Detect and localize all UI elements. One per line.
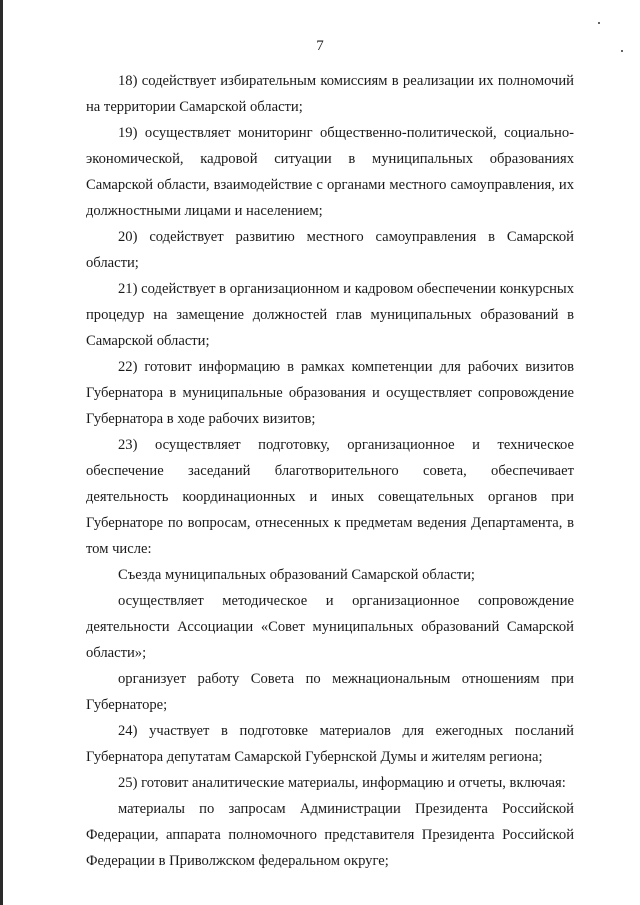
paragraph-item-25: 25) готовит аналитические материалы, информацию и отчеты, включая: <box>118 775 566 791</box>
paragraph-item-19: 19) осуществляет мониторинг общественно-политической, социально-экономической, кадровой ситуации в муниципальных образованиях Самарской области, взаимодействие с органами местного самоуправления, их должностными лицами и населением; <box>86 125 574 219</box>
page-number: 7 <box>316 38 324 54</box>
paragraph-subitem-association: осуществляет методическое и организационное сопровождение деятельности Ассоциации «Совет муниципальных образований Самарской области»; <box>86 593 574 661</box>
scan-left-edge <box>0 0 3 905</box>
paragraph-item-22: 22) готовит информацию в рамках компетенции для рабочих визитов Губернатора в муниципальные образования и осуществляет сопровождение Губернатора в ходе рабочих визитов; <box>86 359 574 427</box>
paragraph-subitem-congress: Съезда муниципальных образований Самарской области; <box>118 567 475 583</box>
paragraph-item-23: 23) осуществляет подготовку, организационное и техническое обеспечение заседаний благотворительного совета, обеспечивает деятельность координационных и иных совещательных органов при Губернаторе по вопросам, отнесенных к предметам ведения Департамента, в том числе: <box>86 437 574 557</box>
paragraph-subitem-council: организует работу Совета по межнациональным отношениям при Губернаторе; <box>86 671 574 713</box>
scan-speck <box>598 22 600 24</box>
paragraph-item-20: 20) содействует развитию местного самоуправления в Самарской области; <box>86 229 574 271</box>
paragraph-subitem-materials: материалы по запросам Администрации Президента Российской Федерации, аппарата полномочного представителя Президента Российской Федерации в Приволжском федеральном округе; <box>86 801 574 869</box>
paragraph-item-21: 21) содействует в организационном и кадровом обеспечении конкурсных процедур на замещение должностей глав муниципальных образований в Самарской области; <box>86 281 574 349</box>
paragraph-item-18: 18) содействует избирательным комиссиям в реализации их полномочий на территории Самарской области; <box>86 73 574 115</box>
paragraph-item-24: 24) участвует в подготовке материалов для ежегодных посланий Губернатора депутатам Самарской Губернской Думы и жителям региона; <box>86 723 574 765</box>
document-body <box>86 68 574 874</box>
